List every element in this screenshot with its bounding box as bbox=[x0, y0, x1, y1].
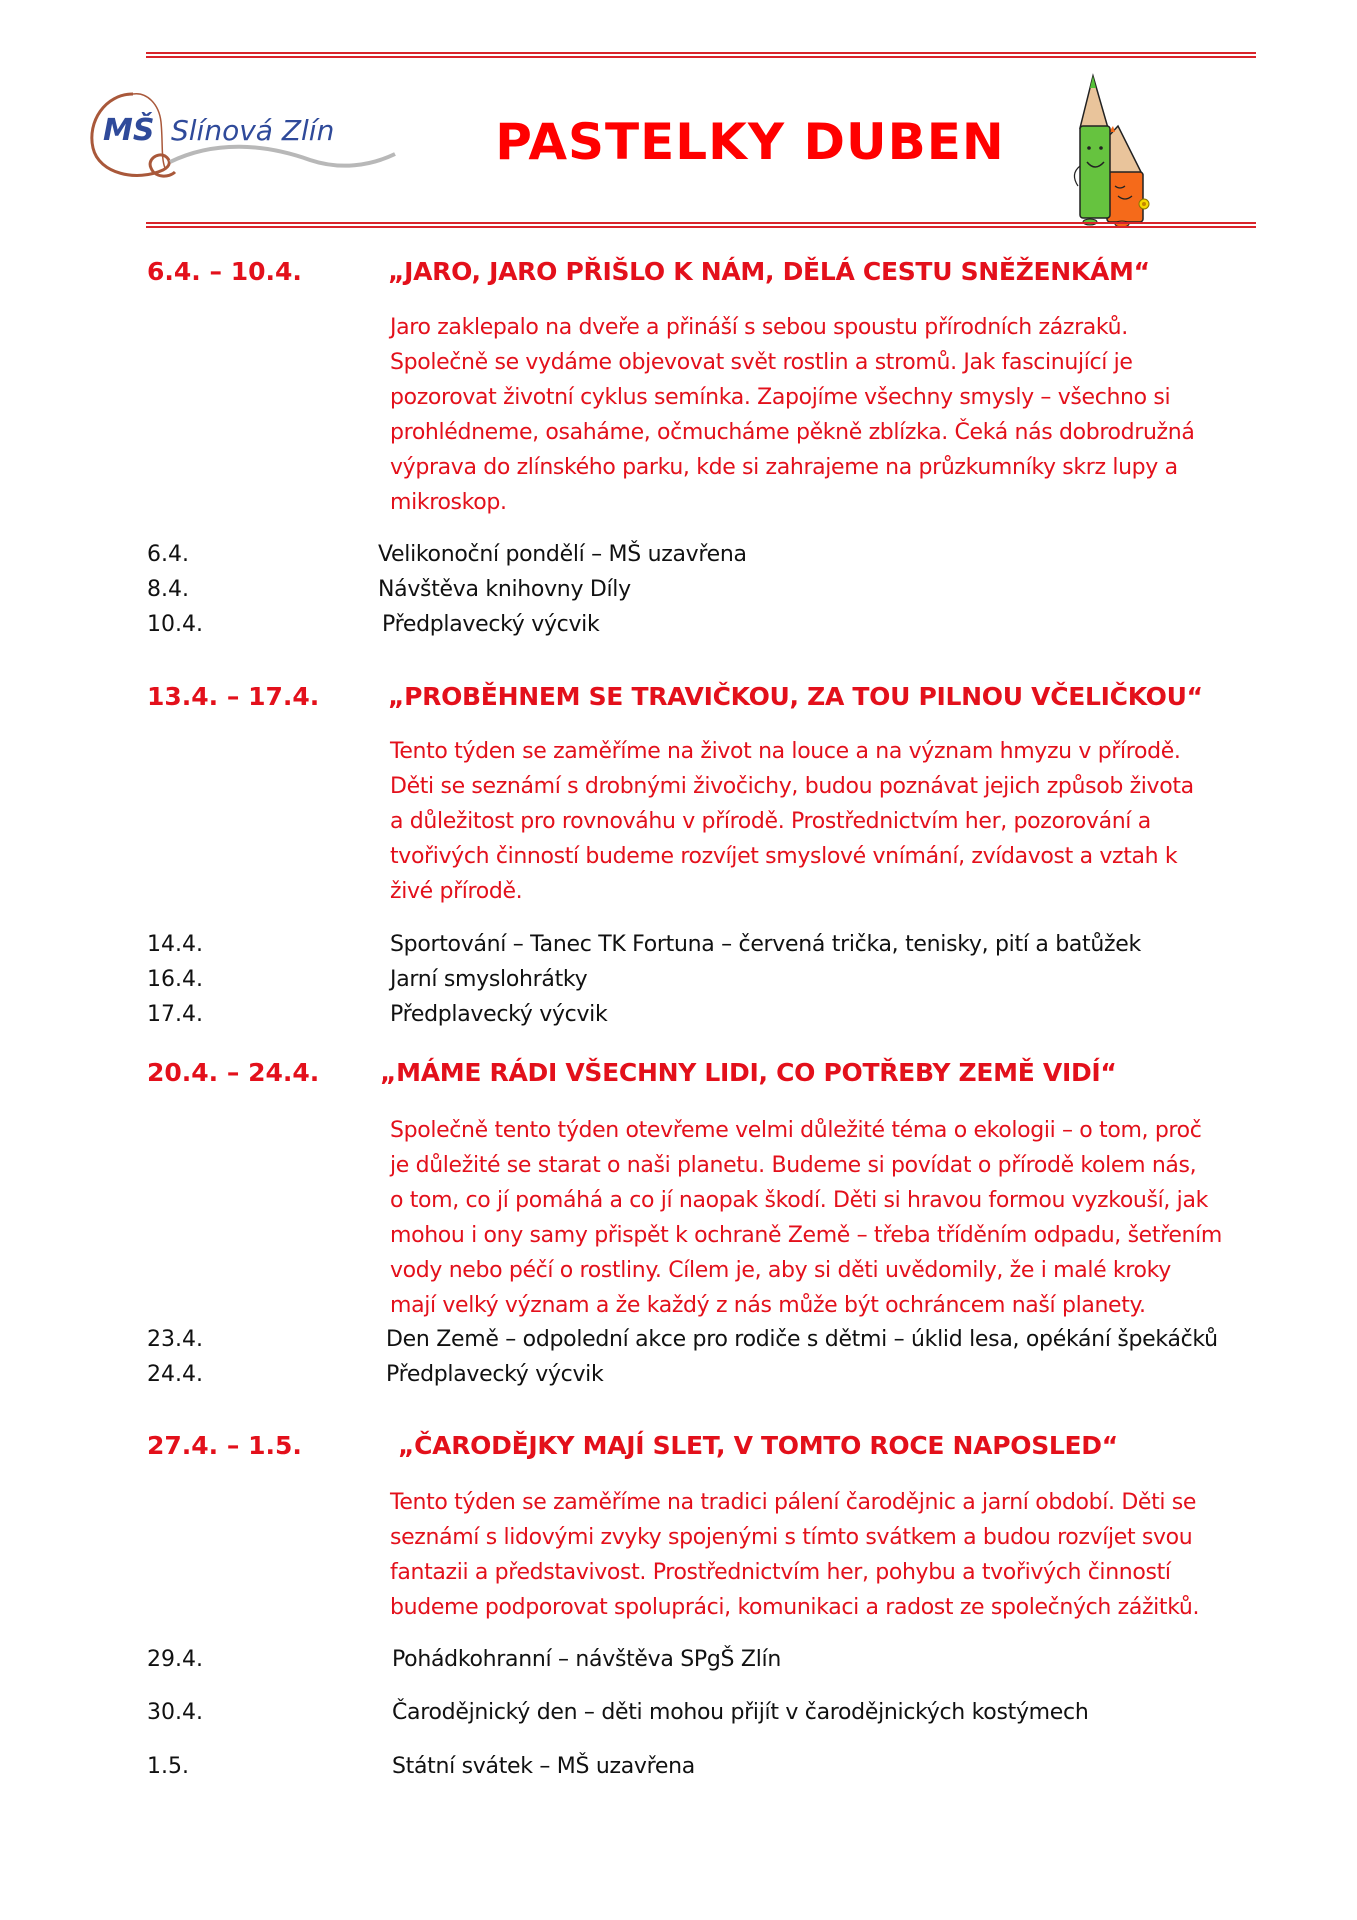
event-text: Předplavecký výcvik bbox=[390, 1002, 608, 1027]
event-date: 6.4. bbox=[147, 542, 189, 567]
week-dates: 27.4. – 1.5. bbox=[147, 1431, 302, 1460]
page-title: PASTELKY DUBEN bbox=[495, 113, 1005, 171]
description-line: výprava do zlínského parku, kde si zahrajeme na průzkumníky skrz lupy a bbox=[390, 455, 1178, 480]
school-logo bbox=[85, 82, 405, 187]
header-top-double-line bbox=[146, 52, 1256, 58]
week-description bbox=[390, 310, 1290, 520]
description-line: Jaro zaklepalo na dveře a přináší s sebou spoustu přírodních zázraků. bbox=[390, 315, 1128, 340]
description-line: a důležitost pro rovnováhu v přírodě. Prostřednictvím her, pozorování a bbox=[390, 809, 1151, 834]
description-line: Děti se seznámí s drobnými živočichy, budou poznávat jejich způsob života bbox=[390, 774, 1194, 799]
event-text: Státní svátek – MŠ uzavřena bbox=[392, 1754, 695, 1779]
description-line: seznámí s lidovými zvyky spojenými s tímto svátkem a budou rozvíjet svou bbox=[390, 1525, 1193, 1550]
week-theme: „ČARODĚJKY MAJÍ SLET, V TOMTO ROCE NAPOSLED“ bbox=[398, 1431, 1118, 1460]
week-description bbox=[390, 734, 1290, 909]
event-date: 30.4. bbox=[147, 1700, 203, 1725]
week-theme: „PROBĚHNEM SE TRAVIČKOU, ZA TOU PILNOU VČELIČKOU“ bbox=[388, 682, 1203, 711]
header-bottom-double-line bbox=[146, 222, 1256, 228]
svg-text:Slínová Zlín: Slínová Zlín bbox=[171, 114, 335, 147]
week-theme: „JARO, JARO PŘIŠLO K NÁM, DĚLÁ CESTU SNĚŽENKÁM“ bbox=[388, 257, 1150, 286]
description-line: prohlédneme, osaháme, očmucháme pěkně zblízka. Čeká nás dobrodružná bbox=[390, 420, 1195, 445]
description-line: budeme podporovat spolupráci, komunikaci a radost ze společných zážitků. bbox=[390, 1595, 1200, 1620]
description-line: živé přírodě. bbox=[390, 879, 523, 904]
description-line: vody nebo péčí o rostliny. Cílem je, aby si děti uvědomily, že i malé kroky bbox=[390, 1258, 1171, 1283]
week-description bbox=[390, 1485, 1290, 1625]
event-text: Čarodějnický den – děti mohou přijít v čarodějnických kostýmech bbox=[392, 1700, 1089, 1725]
event-text: Předplavecký výcvik bbox=[382, 612, 600, 637]
event-text: Návštěva knihovny Díly bbox=[378, 577, 631, 602]
event-date: 1.5. bbox=[147, 1754, 189, 1779]
description-line: Společně tento týden otevřeme velmi důležité téma o ekologii – o tom, proč bbox=[390, 1118, 1202, 1143]
event-date: 17.4. bbox=[147, 1002, 203, 1027]
event-text: Předplavecký výcvik bbox=[386, 1362, 604, 1387]
description-line: o tom, co jí pomáhá a co jí naopak škodí. Děti si hravou formou vyzkouší, jak bbox=[390, 1188, 1208, 1213]
description-line: je důležité se starat o naši planetu. Budeme si povídat o přírodě kolem nás, bbox=[390, 1153, 1197, 1178]
event-date: 24.4. bbox=[147, 1362, 203, 1387]
event-text: Pohádkohranní – návštěva SPgŠ Zlín bbox=[392, 1647, 781, 1672]
svg-text:MŠ: MŠ bbox=[103, 113, 155, 148]
week-dates: 20.4. – 24.4. bbox=[147, 1058, 320, 1087]
week-dates: 13.4. – 17.4. bbox=[147, 682, 320, 711]
description-line: fantazii a představivost. Prostřednictvím her, pohybu a tvořivých činností bbox=[390, 1560, 1171, 1585]
pencils-illustration bbox=[1060, 66, 1170, 228]
event-date: 23.4. bbox=[147, 1327, 203, 1352]
description-line: Společně se vydáme objevovat svět rostlin a stromů. Jak fascinující je bbox=[390, 350, 1133, 375]
event-date: 10.4. bbox=[147, 612, 203, 637]
description-line: mají velký význam a že každý z nás může být ochráncem naší planety. bbox=[390, 1293, 1146, 1318]
description-line: mikroskop. bbox=[390, 490, 507, 515]
event-text: Velikonoční pondělí – MŠ uzavřena bbox=[378, 542, 747, 567]
event-date: 29.4. bbox=[147, 1647, 203, 1672]
description-line: pozorovat životní cyklus semínka. Zapojíme všechny smysly – všechno si bbox=[390, 385, 1171, 410]
week-theme: „MÁME RÁDI VŠECHNY LIDI, CO POTŘEBY ZEMĚ VIDÍ“ bbox=[380, 1058, 1117, 1087]
event-date: 16.4. bbox=[147, 967, 203, 992]
event-text: Jarní smyslohrátky bbox=[390, 967, 588, 992]
event-text: Den Země – odpolední akce pro rodiče s dětmi – úklid lesa, opékání špekáčků bbox=[386, 1327, 1218, 1352]
description-line: mohou i ony samy přispět k ochraně Země – třeba tříděním odpadu, šetřením bbox=[390, 1223, 1222, 1248]
event-date: 14.4. bbox=[147, 932, 203, 957]
description-line: Tento týden se zaměříme na život na louce a na význam hmyzu v přírodě. bbox=[390, 739, 1181, 764]
description-line: tvořivých činností budeme rozvíjet smyslové vnímání, zvídavost a vztah k bbox=[390, 844, 1178, 869]
event-date: 8.4. bbox=[147, 577, 189, 602]
week-description bbox=[390, 1113, 1290, 1323]
event-text: Sportování – Tanec TK Fortuna – červená trička, tenisky, pití a batůžek bbox=[390, 932, 1141, 957]
description-line: Tento týden se zaměříme na tradici pálení čarodějnic a jarní období. Děti se bbox=[390, 1490, 1197, 1515]
week-dates: 6.4. – 10.4. bbox=[147, 257, 302, 286]
